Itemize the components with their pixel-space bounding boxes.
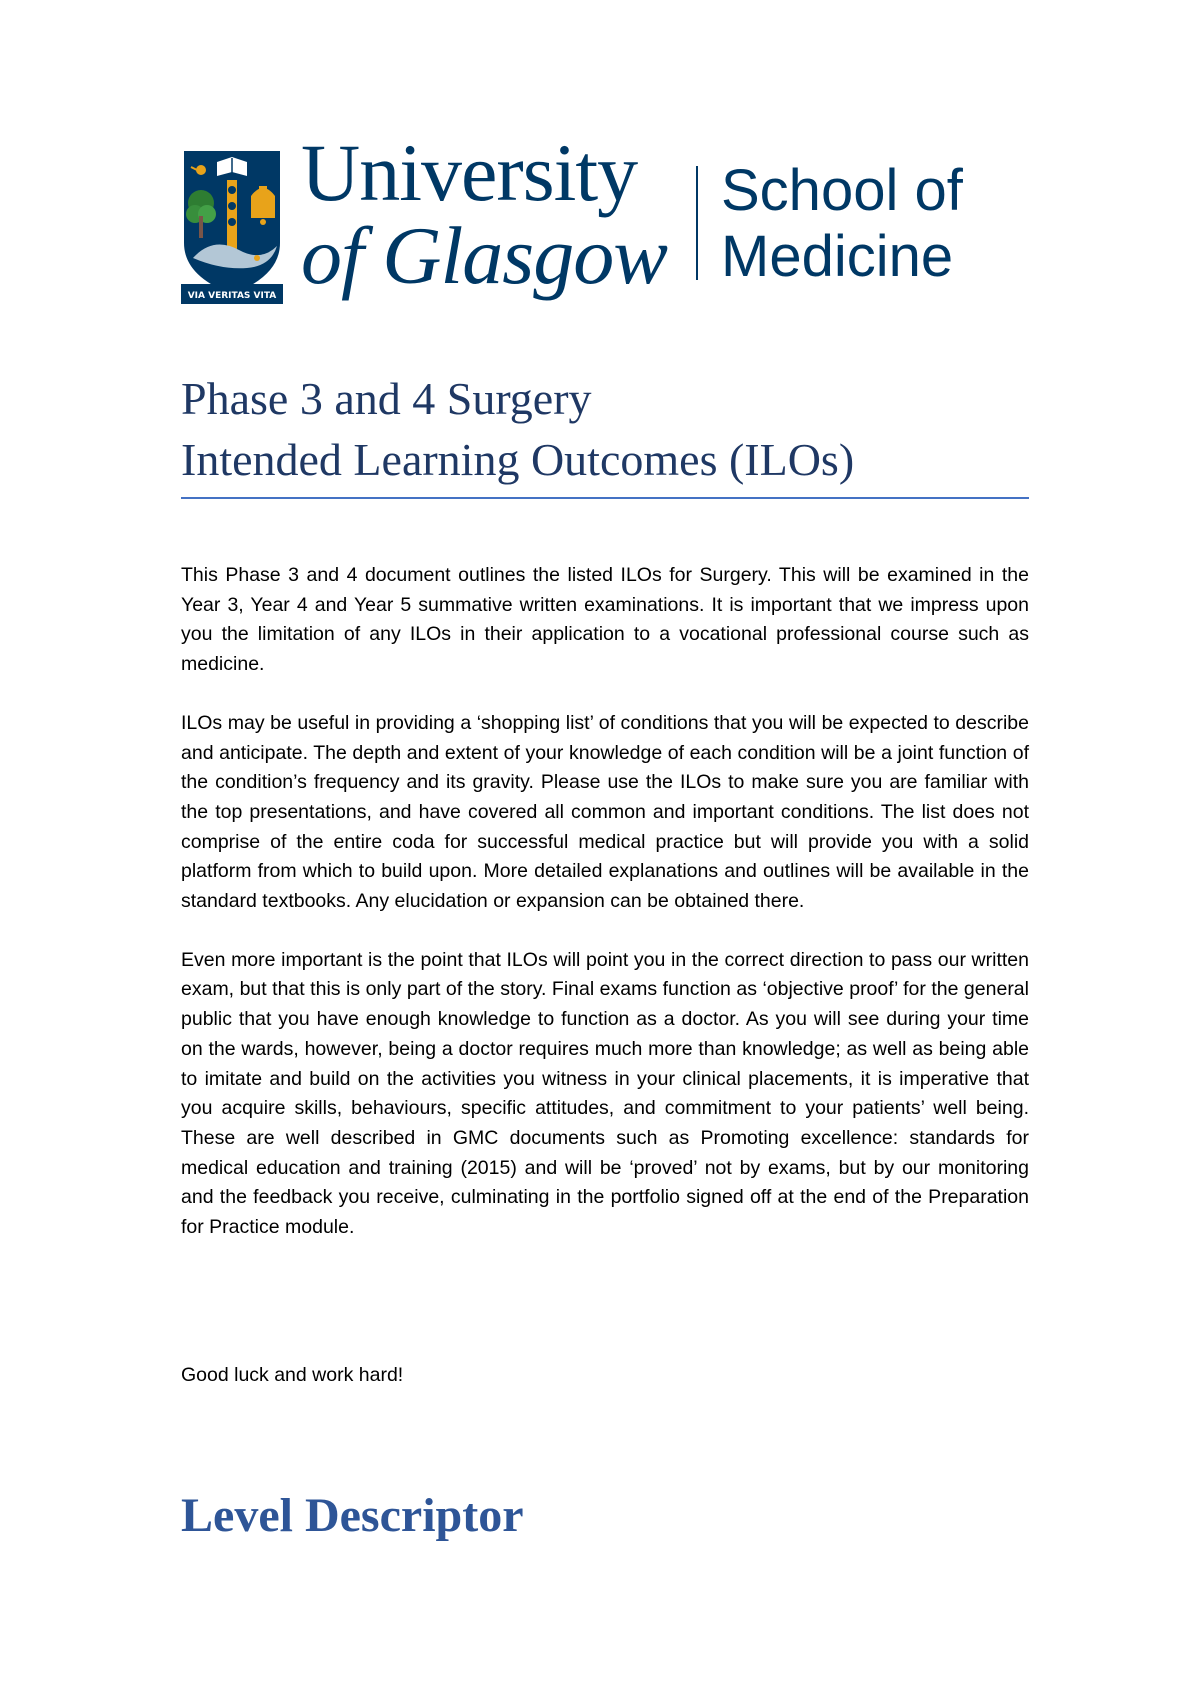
header-logo bbox=[181, 127, 981, 310]
section-heading: Level Descriptor bbox=[181, 1489, 524, 1542]
logo-divider bbox=[696, 166, 698, 280]
paragraph-intro: This Phase 3 and 4 document outlines the listed ILOs for Surgery. This will be examined in the Year 3, Year 4 and Year 5 summative written examinations. It is important that we impress upon you the limitation of any ILOs in their application to a vocational professional course such as medicine. bbox=[181, 564, 1029, 676]
body-text bbox=[181, 561, 1029, 1272]
title-line-1: Phase 3 and 4 Surgery bbox=[181, 373, 592, 424]
school-wordmark bbox=[721, 158, 991, 290]
crest-motto: VIA VERITAS VITA bbox=[187, 291, 277, 301]
university-name-line1: University bbox=[301, 127, 638, 218]
university-crest-icon bbox=[181, 148, 283, 306]
title-line-2: Intended Learning Outcomes (ILOs) bbox=[181, 434, 855, 485]
title-underline bbox=[181, 497, 1029, 499]
school-name-line2: Medicine bbox=[721, 224, 954, 289]
school-name-line1: School of bbox=[721, 158, 963, 223]
university-name-line2: of Glasgow bbox=[301, 210, 667, 301]
sign-off: Good luck and work hard! bbox=[181, 1364, 404, 1386]
document-title bbox=[181, 368, 1031, 490]
paragraph-shopping-list: ILOs may be useful in providing a ‘shopping list’ of conditions that you will be expected to describe and anticipate. The depth and extent of your knowledge of each condition will be a joint function of the condition’s frequency and its gravity. Please use the ILOs to make sure you are familiar with the top presentations, and have covered all common and important conditions. The list does not comprise of the entire coda for successful medical practice but will provide you with a solid platform from which to build upon. More detailed explanations and outlines will be available in the standard textbooks. Any elucidation or expansion can be obtained there. bbox=[181, 711, 1029, 913]
paragraph-importance: Even more important is the point that ILOs will point you in the correct direction to pass our written exam, but that this is only part of the story. Final exams function as ‘objective proof’ for the general public that you have enough knowledge to function as a doctor. As you will see during your time on the wards, however, being a doctor requires much more than knowledge; as well as being able to imitate and build on the activities you witness in your clinical placements, it is imperative that you acquire skills, behaviours, specific attitudes, and commitment to your patients’ well being. These are well described in GMC documents such as Promoting excellence: standards for medical education and training (2015) and will be ‘proved’ not by exams, but by our monitoring and the feedback you receive, culminating in the portfolio signed off at the end of the Preparation for Practice module. bbox=[181, 948, 1029, 1239]
